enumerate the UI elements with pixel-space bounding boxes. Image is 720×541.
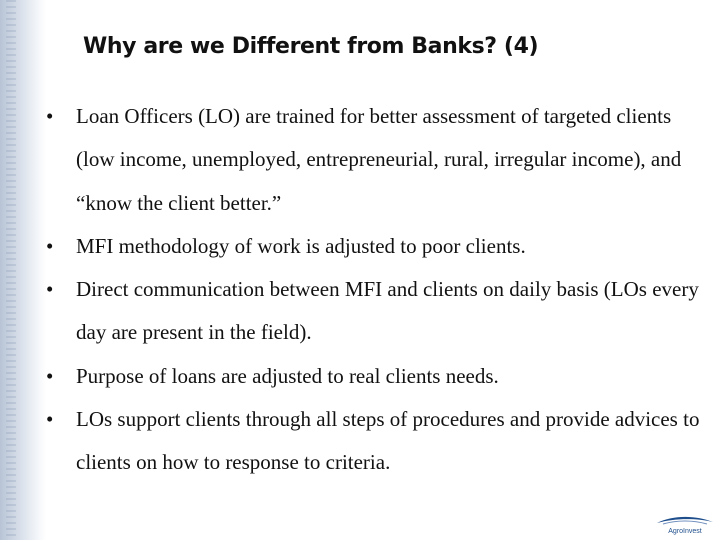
agroinvest-logo: [655, 514, 715, 536]
slide-title: Why are we Different from Banks? (4): [83, 34, 539, 59]
bullet-text: Purpose of loans are adjusted to real clients needs.: [76, 363, 499, 388]
bullet-text: LOs support clients through all steps of procedures and provide advices to clients on how to response to criteria.: [76, 407, 700, 475]
bullet-item: [46, 268, 706, 355]
bullet-item: [46, 398, 706, 485]
bullet-dot: •: [46, 407, 54, 432]
bullet-item: [46, 225, 706, 268]
bullet-list: [46, 95, 706, 485]
bullet-item: [46, 355, 706, 398]
bullet-dot: •: [46, 277, 54, 302]
logo-text: AgroInvest: [668, 528, 702, 535]
bullet-dot: •: [46, 104, 54, 128]
bullet-text: MFI methodology of work is adjusted to poor clients.: [76, 233, 526, 258]
logo-swoosh-icon: [655, 514, 715, 536]
bullet-text: Loan Officers (LO) are trained for better assessment of targeted clients (low income, unemployed, entrepreneurial, rural, irregular income), and “know the client better.”: [76, 104, 682, 215]
bullet-item: [46, 95, 706, 225]
left-decorative-bar: [0, 0, 46, 540]
bullet-text: Direct communication between MFI and clients on daily basis (LOs every day are present in the field).: [76, 277, 699, 345]
bullet-dot: •: [46, 233, 54, 258]
bullet-dot: •: [46, 363, 54, 388]
